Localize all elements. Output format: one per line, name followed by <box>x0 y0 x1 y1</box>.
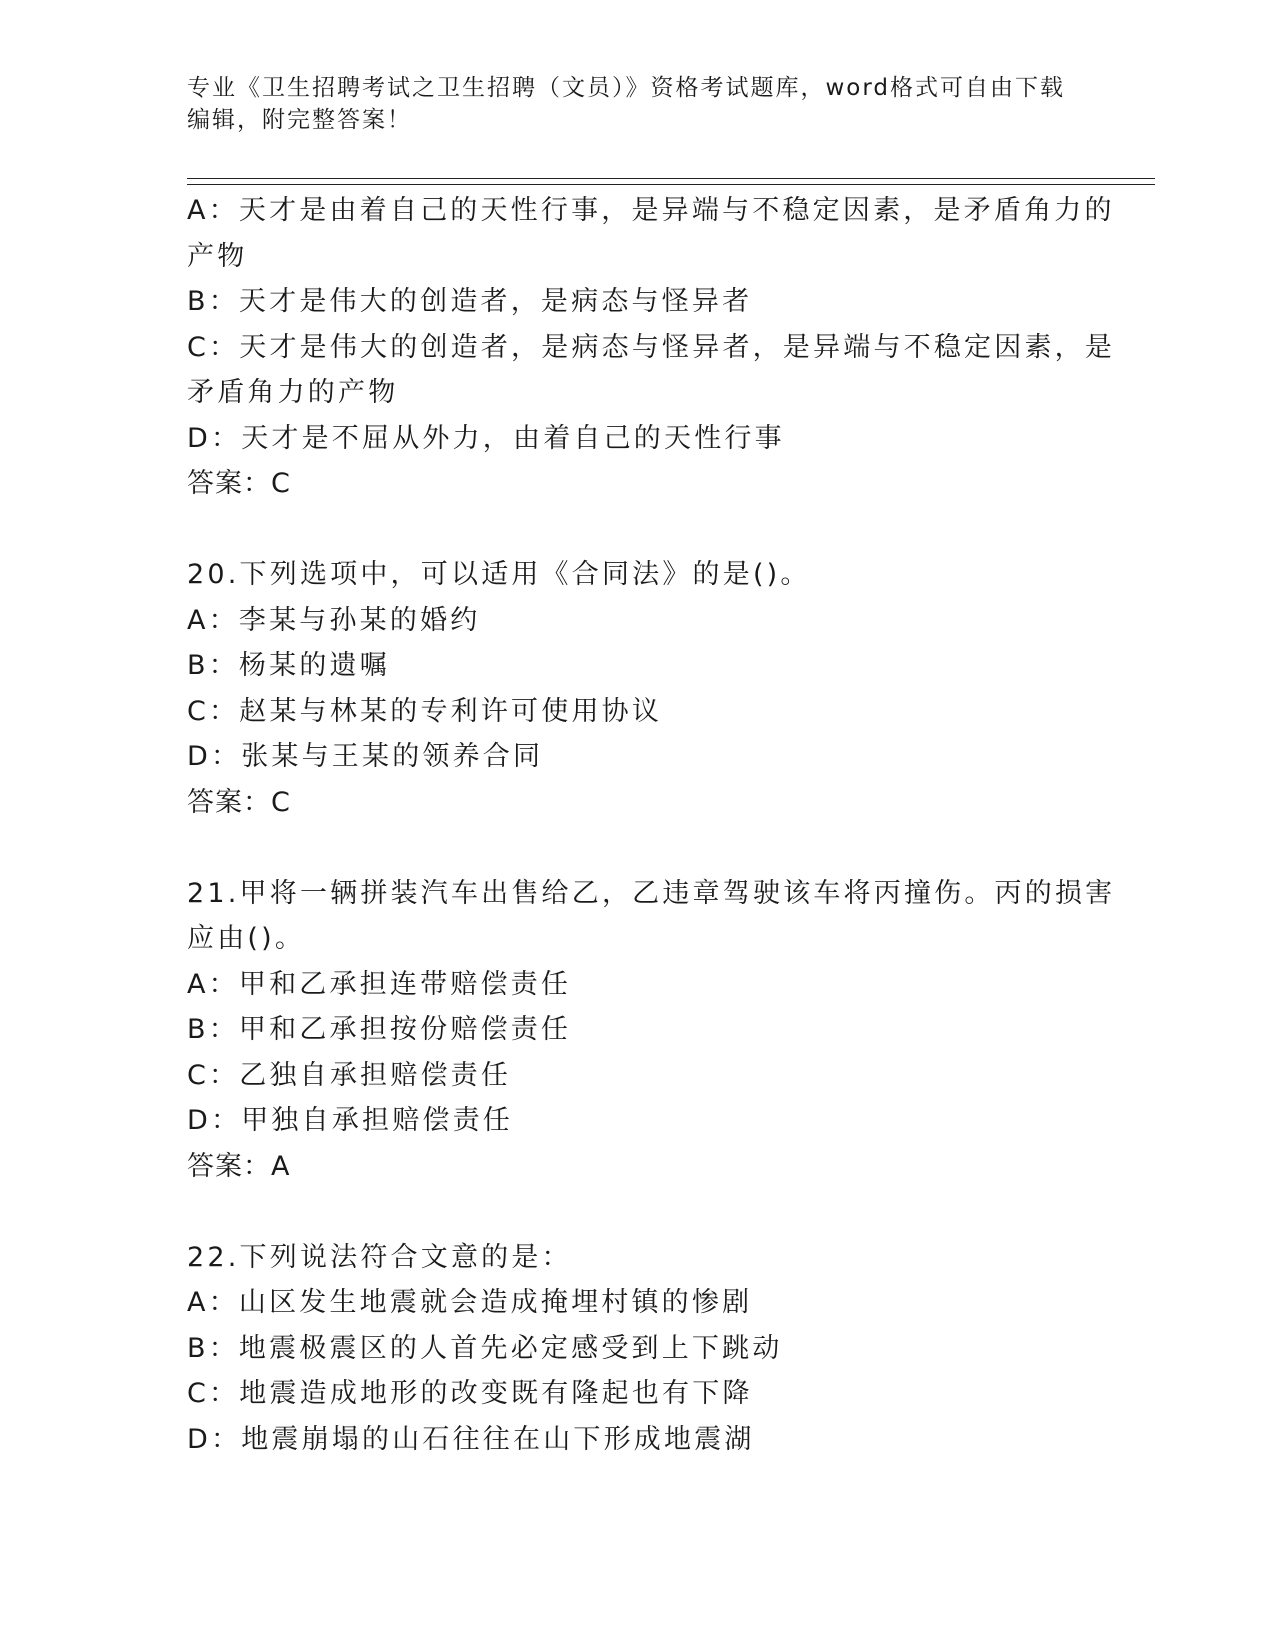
option-c-continued: 矛盾角力的产物 <box>187 377 399 408</box>
option-a: A：李某与孙某的婚约 <box>187 604 481 636</box>
option-c: C：天才是伟大的创造者，是病态与怪异者，是异端与不稳定因素，是 <box>187 331 1116 363</box>
answer: 答案：C <box>187 468 291 499</box>
option-c: C：乙独自承担赔偿责任 <box>187 1059 512 1091</box>
option-a: A：天才是由着自己的天性行事，是异端与不稳定因素，是矛盾角力的 <box>187 195 1115 226</box>
header-line-1: 专业《卫生招聘考试之卫生招聘（文员）》资格考试题库，word格式可自由下载 <box>187 75 1066 101</box>
option-d: D：张某与王某的领养合同 <box>187 741 544 772</box>
option-c: C：地震造成地形的改变既有隆起也有下降 <box>187 1378 753 1409</box>
spacer <box>187 507 1087 553</box>
option-b: B：地震极震区的人首先必定感受到上下跳动 <box>187 1332 783 1364</box>
option-d: D：天才是不屈从外力，由着自己的天性行事 <box>187 422 785 454</box>
option-b: B：甲和乙承担按份赔偿责任 <box>187 1014 572 1045</box>
option-b: B：杨某的遗嘱 <box>187 650 390 681</box>
question-19 <box>187 188 1116 507</box>
option-d: D：甲独自承担赔偿责任 <box>187 1105 513 1136</box>
question-stem-continued: 应由()。 <box>187 923 306 954</box>
question-list <box>187 188 1116 1462</box>
option-a: A：甲和乙承担连带赔偿责任 <box>187 968 572 1000</box>
question-22 <box>187 1235 1087 1463</box>
header-divider-top <box>187 178 1155 179</box>
question-21 <box>187 871 1116 1190</box>
option-d: D：地震崩塌的山石往往在山下形成地震湖 <box>187 1423 755 1455</box>
question-stem: 20.下列选项中，可以适用《合同法》的是()。 <box>187 559 811 590</box>
question-stem: 22.下列说法符合文意的是： <box>187 1241 572 1273</box>
header-divider-bottom <box>187 184 1155 185</box>
question-stem: 21.甲将一辆拼装汽车出售给乙，乙违章驾驶该车将丙撞伤。丙的损害 <box>187 877 1116 909</box>
option-b: B：天才是伟大的创造者，是病态与怪异者 <box>187 286 753 317</box>
option-a-continued: 产物 <box>187 240 248 272</box>
question-20 <box>187 552 1087 825</box>
spacer <box>187 825 1087 871</box>
header-line-2: 编辑，附完整答案！ <box>187 107 412 133</box>
option-a: A：山区发生地震就会造成掩埋村镇的惨剧 <box>187 1287 753 1318</box>
answer: 答案：C <box>187 786 291 818</box>
document-header <box>187 72 1067 136</box>
spacer <box>187 1189 1087 1235</box>
option-c: C：赵某与林某的专利许可使用协议 <box>187 695 663 727</box>
answer: 答案：A <box>187 1150 291 1182</box>
